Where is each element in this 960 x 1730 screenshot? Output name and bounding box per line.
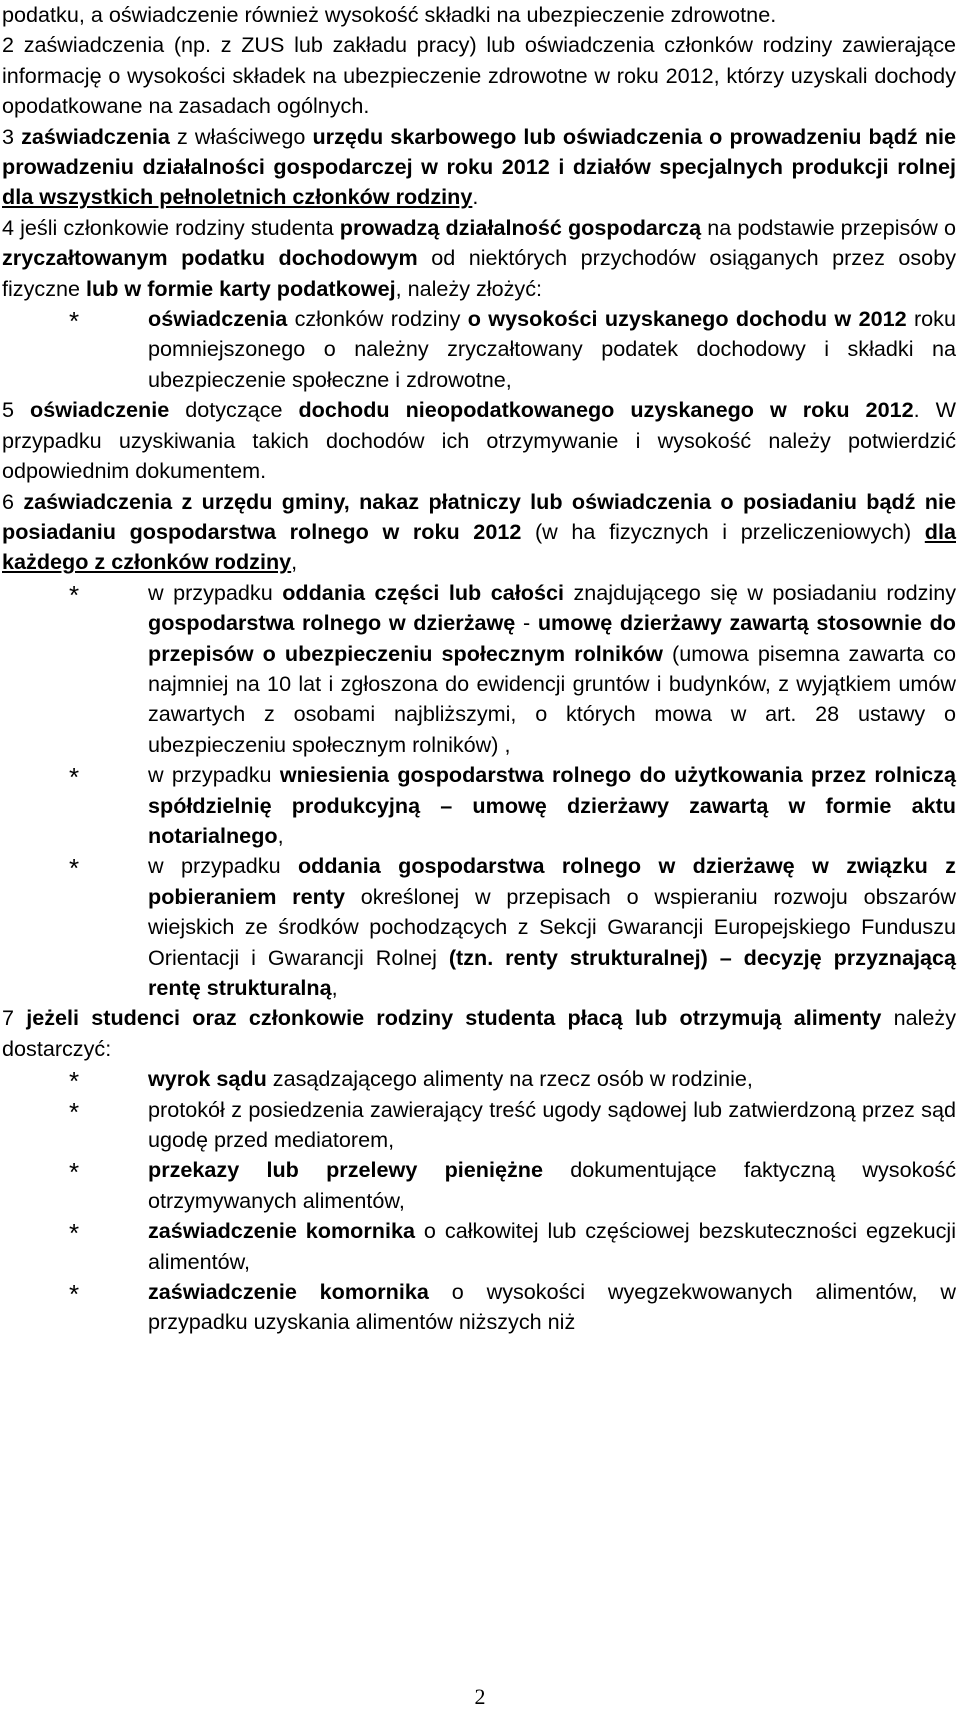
sec6_items-0-run-5: umowę dzierżawy zawartą stosownie do przepisów o ubezpieczeniu społecznym rolników: [148, 610, 956, 666]
sec7-run-2: należy dostarczyć:: [2, 1005, 956, 1061]
sec6_items-0-run-1: oddania części lub całości: [282, 579, 564, 605]
list-item: [2, 1064, 956, 1097]
sec7_items-3-run-1: o całkowitej lub częściowej bezskuteczności egzekucji alimentów,: [148, 1218, 956, 1274]
list-item: [2, 851, 956, 1003]
paragraph-5: [2, 395, 956, 486]
intro-run-0: podatku, a oświadczenie również wysokość składki na ubezpieczenie zdrowotne.: [2, 2, 777, 27]
sec6-run-3: dla każdego z członków rodziny: [2, 518, 956, 575]
sec6_items-1-run-2: ,: [277, 822, 284, 848]
sec4_items-0-run-1: członków rodziny: [287, 306, 468, 332]
list-item: [2, 1155, 956, 1216]
sec6_items-0-run-3: gospodarstwa rolnego w dzierżawę: [148, 610, 516, 636]
sec6_items-2-run-0: w przypadku: [148, 853, 298, 879]
sec6_items-0-run-0: w przypadku: [148, 579, 283, 605]
sec3-run-0: 3: [2, 123, 22, 149]
sec6_items-1-run-1: wniesienia gospodarstwa rolnego do użytkowania przez rolniczą spółdzielnię produkcyjną – umowę dzierżawy zawartą w formie aktu notarialnego: [148, 762, 956, 848]
sec6_items-2-run-4: ,: [331, 975, 338, 1000]
sec6_items-2-run-3: (tzn. renty strukturalnej) – decyzję przyznającą rentę strukturalną: [148, 944, 956, 1000]
sec6-run-1: zaświadczenia z urzędu gminy, nakaz płatniczy lub oświadczenia o posiadaniu bądź nie posiadaniu gospodarstwa rolnego w roku 2012: [2, 488, 956, 544]
sec4_items-0-run-3: roku pomniejszonego o należny zryczałtowany podatek dochodowy i składki na ubezpieczenie społeczne i zdrowotne,: [148, 306, 956, 392]
paragraph-3: [2, 122, 956, 213]
list-item: [2, 760, 956, 851]
sec7-run-0: 7: [2, 1005, 27, 1031]
list-item: [2, 304, 956, 395]
sec4-run-1: prowadzą działalność gospodarczą: [339, 214, 702, 240]
sec2-run-0: 2 zaświadczenia (np. z ZUS lub zakładu pracy) lub oświadczenia członków rodziny zawierające informację o wysokości składek na ubezpieczenie zdrowotne w roku 2012, którzy uzyskali dochody opodatkowane na zasadach ogólnych.: [2, 32, 956, 119]
sec6_items-1-run-0: w przypadku: [148, 762, 280, 788]
bullet-asterisk-icon: *: [69, 853, 80, 884]
sec6_items-2-run-1: oddania gospodarstwa rolnego w dzierżawę w związku z pobieraniem renty: [148, 853, 956, 909]
sec3-run-5: .: [472, 184, 479, 210]
sec6_items-0-run-4: -: [515, 610, 538, 636]
sec5-run-1: oświadczenie: [30, 397, 170, 423]
sec7_items-1-run-0: protokół z posiedzenia zawierający treść ugody sądowej lub zatwierdzoną przez sąd ugodę przed mediatorem,: [148, 1096, 956, 1153]
sec5-run-4: . W przypadku uzyskiwania takich dochodów ich otrzymywanie i wysokość należy potwierdzić odpowiednim dokumentem.: [2, 397, 956, 484]
sec5-run-2: dotyczące: [169, 397, 299, 423]
sec3-run-3: urzędu skarbowego lub oświadczenia o prowadzeniu bądź nie prowadzeniu działalności gospodarczej w roku 2012 i działów specjalnych produkcji rolnej: [2, 123, 956, 180]
bullet-asterisk-icon: *: [69, 1218, 80, 1249]
list-4: [2, 304, 956, 395]
list-6: [2, 578, 956, 1004]
list-7: [2, 1064, 956, 1338]
sec6-run-0: 6: [2, 488, 24, 514]
sec7-run-1: jeżeli studenci oraz członkowie rodziny studenta płacą lub otrzymują alimenty: [26, 1005, 882, 1031]
sec5-run-3: dochodu nieopodatkowanego uzyskanego w roku 2012: [298, 397, 914, 423]
sec6_items-0-run-2: znajdującego się w posiadaniu rodziny: [563, 579, 957, 605]
sec6_items-0-run-6: (umowa pisemna zawarta co najmniej na 10 lat i zgłoszona do ewidencji gruntów i budynków, z wyjątkiem umów zawartych z osobami najbliższymi, o których mowa w art. 28 ustawy o ubezpieczeniu społecznym rolników) ,: [148, 640, 956, 757]
bullet-asterisk-icon: *: [69, 579, 80, 610]
sec4-run-6: , należy złożyć:: [395, 275, 543, 301]
sec7_items-0-run-1: zasądzającego alimenty na rzecz osób w rodzinie,: [266, 1066, 753, 1092]
paragraph-4: [2, 213, 956, 304]
sec7_items-3-run-0: zaświadczenie komornika: [148, 1218, 415, 1244]
sec3-run-1: zaświadczenia: [21, 123, 170, 149]
list-item: [2, 1216, 956, 1277]
page-number: 2: [474, 1684, 486, 1709]
sec6-run-4: ,: [291, 549, 298, 575]
sec7_items-2-run-0: przekazy lub przelewy pieniężne: [148, 1157, 543, 1183]
paragraph-2: [2, 30, 956, 121]
sec7_items-4-run-0: zaświadczenie komornika: [148, 1279, 429, 1305]
paragraph-intro: [2, 0, 956, 30]
paragraph-6: [2, 487, 956, 578]
sec7_items-2-run-1: dokumentujące faktyczną wysokość otrzymywanych alimentów,: [148, 1157, 957, 1213]
sec5-run-0: 5: [2, 397, 31, 423]
paragraph-7: [2, 1003, 956, 1064]
bullet-asterisk-icon: *: [69, 1096, 80, 1127]
sec4-run-5: lub w formie karty podatkowej: [86, 275, 396, 301]
sec6_items-2-run-2: określonej w przepisach o wspieraniu rozwoju obszarów wiejskich ze środków pochodzących z Sekcji Gwarancji Europejskiego Funduszu Orientacji i Gwarancji Rolnej: [148, 883, 956, 970]
sec4_items-0-run-2: o wysokości uzyskanego dochodu w 2012: [467, 306, 907, 332]
sec3-run-2: z właściwego: [169, 123, 313, 149]
bullet-asterisk-icon: *: [69, 306, 80, 337]
bullet-asterisk-icon: *: [69, 762, 80, 793]
sec4-run-3: zryczałtowanym podatku dochodowym: [2, 245, 418, 271]
sec4_items-0-run-0: oświadczenia: [148, 306, 288, 332]
sec4-run-4: od niektórych przychodów osiąganych przez osoby fizyczne: [2, 245, 957, 301]
sec4-run-2: na podstawie przepisów o: [701, 214, 956, 240]
sec3-run-4: dla wszystkich pełnoletnich członków rodziny: [2, 184, 473, 210]
sec4-run-0: 4 jeśli członkowie rodziny studenta: [2, 214, 340, 240]
bullet-asterisk-icon: *: [69, 1066, 80, 1097]
list-item: [2, 578, 956, 760]
bullet-asterisk-icon: *: [69, 1157, 80, 1188]
bullet-asterisk-icon: *: [69, 1279, 80, 1310]
sec7_items-4-run-1: o wysokości wyegzekwowanych alimentów, w przypadku uzyskania alimentów niższych niż: [148, 1279, 956, 1335]
sec6-run-2: (w ha fizycznych i przeliczeniowych): [521, 518, 925, 544]
sec7_items-0-run-0: wyrok sądu: [148, 1066, 267, 1092]
list-item: [2, 1095, 956, 1156]
list-item: [2, 1277, 956, 1338]
